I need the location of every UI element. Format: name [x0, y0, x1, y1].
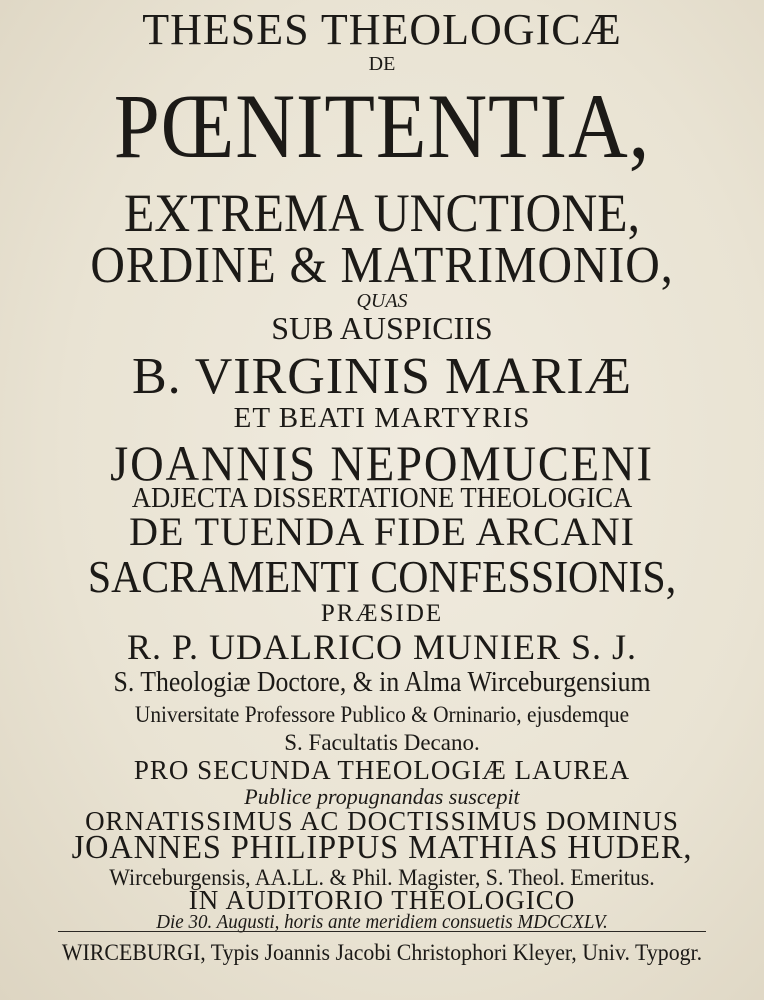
title-line-pro-secunda-laurea: PRO SECUNDA THEOLOGIÆ LAUREA [133, 755, 631, 785]
title-line-de-tuenda-fide: DE TUENDA FIDE ARCANI [129, 509, 635, 554]
imprint-divider [58, 931, 706, 932]
title-line-theologiae-doctore: S. Theologiæ Doctore, & in Alma Wirceburgensium [113, 667, 651, 698]
title-line-facultatis-decano: S. Facultatis Decano. [284, 730, 480, 755]
title-line-universitate-professore: Universitate Professore Publico & Orninario, ejusdemque [134, 702, 630, 727]
title-line-joannis-nepomuceni: JOANNIS NEPOMUCENI [110, 435, 654, 491]
title-line-adjecta-dissertatione: ADJECTA DISSERTATIONE THEOLOGICA [131, 482, 633, 514]
title-line-ordine-matrimonio: ORDINE & MATRIMONIO, [90, 237, 674, 294]
title-line-extrema-unctione: EXTREMA UNCTIONE, [123, 183, 641, 243]
title-line-sacramenti-confessionis: SACRAMENTI CONFESSIONIS, [87, 552, 677, 602]
title-line-de: DE [368, 53, 396, 75]
title-line-virginis-mariae: B. VIRGINIS MARIÆ [132, 348, 632, 405]
title-line-sub-auspiciis: SUB AUSPICIIS [271, 310, 493, 346]
imprint: WIRCEBURGI, Typis Joannis Jacobi Christophori Kleyer, Univ. Typogr. [61, 940, 703, 965]
title-line-quas: QUAS [356, 290, 408, 312]
title-line-praeses-name: R. P. UDALRICO MUNIER S. J. [126, 627, 638, 667]
title-line-wirceburgensis: Wirceburgensis, AA.LL. & Phil. Magister, S. Theol. Emeritus. [109, 865, 655, 890]
title-line-beati-martyris: ET BEATI MARTYRIS [233, 402, 531, 434]
title-line-date: Die 30. Augusti, horis ante meridiem consuetis MDCCXLV. [156, 911, 608, 933]
title-line-poenitentia: PŒNITENTIA, [113, 75, 651, 177]
title-line-praeside: PRÆSIDE [320, 600, 444, 627]
title-line-in-auditorio: IN AUDITORIO THEOLOGICO [188, 885, 576, 915]
title-line-theses: THESES THEOLOGICÆ [142, 5, 622, 54]
title-line-ornatissimus: ORNATISSIMUS AC DOCTISSIMUS DOMINUS [85, 806, 679, 836]
title-line-publice-propugnandas: Publice propugnandas suscepit [244, 784, 520, 809]
title-line-respondent-name: JOANNES PHILIPPUS MATHIAS HUDER, [71, 829, 693, 866]
